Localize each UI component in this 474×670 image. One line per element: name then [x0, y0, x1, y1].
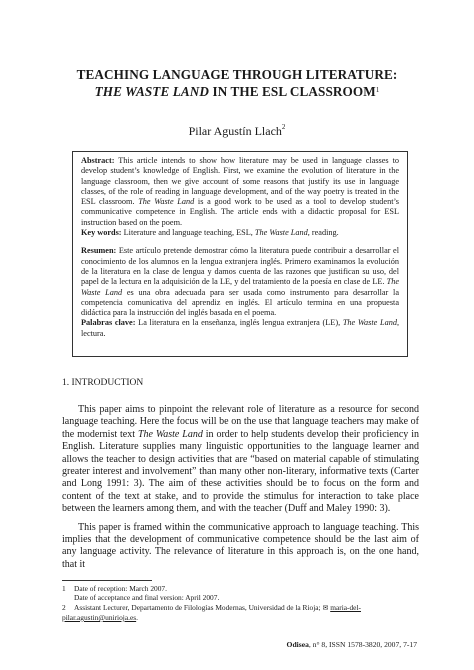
footnotes [62, 584, 419, 622]
body-p1-text-end: in order to help students develop their proficiency in English. Literature supplies many linguistic opportunities to the language learner and allows the teacher to design activities that are “based on material capable of stimulating greater interest and involvement” than many other non-literary, informative texts (Carter and Long 1991: 3). The aim of these activities should be to focus on the form and content of the text at stake, and to provide the stimulus for interaction to take place between the learners among them, and with the teacher (Duff and Maley 1990: 3). [62, 428, 419, 515]
journal-name: Odisea [286, 640, 309, 649]
footnote-divider [62, 580, 152, 581]
palabras-clave-paragraph [81, 318, 399, 339]
palabras-clave-work-name: The Waste Land [342, 318, 397, 328]
footnote-2-end: . [136, 612, 138, 622]
keywords-paragraph [81, 228, 399, 238]
article-title [30, 66, 444, 100]
title-line-2 [30, 83, 444, 100]
keywords-work-name: The Waste Land [254, 228, 308, 238]
abstract-box [72, 151, 408, 357]
abstract-label: Abstract: [81, 156, 115, 165]
body-paragraph-2: This paper is framed within the communicative approach to language teaching. This implies that the development of communicative competence should be the last aim of any language activity. The relevance of literature in this approach is, on the one hand, that it [62, 521, 419, 570]
resumen-paragraph [81, 246, 399, 318]
footnote-1-continued: Date of acceptance and final version: April 2007. [74, 593, 220, 603]
resumen-text-end: es una obra adecuada para ser usada como instrumento para desarrollar la competencia comunicativa del aprendiz en inglés. El artículo termina en una propuesta didáctica para la instrucción del inglés basada en el poema. [81, 287, 400, 318]
keywords-label: Key words: [81, 228, 122, 238]
title-work-name: THE WASTE LAND [94, 84, 210, 99]
abstract-text: This article intends to show how literature may be used in language classes to develop student’s knowledge of English. First, we examine the evolution of literature in the language classroom, then we give account of some reasons that justify its use in language classes, of the role of reading in language development, and of the way poetry is treated in the ESL classroom. [81, 156, 399, 207]
author-email-link[interactable]: maria-del-pilar.agustin@unirioja.es [62, 602, 361, 622]
body-paragraph-1 [62, 404, 419, 516]
author-name: Pilar Agustín Llach [188, 124, 282, 138]
resumen-work-name: The Waste Land [81, 277, 399, 297]
section-heading: 1. INTRODUCTION [62, 378, 144, 388]
footnote-1-text: Date of reception: March 2007. [74, 584, 167, 593]
keywords-text: Literature and language teaching, ESL, [121, 228, 255, 238]
body-p1-text: This paper aims to pinpoint the relevant role of literature as a resource for second language teaching. Here the focus will be on the use that language teachers may make of the modernist text [62, 404, 419, 440]
author-footnote-ref[interactable]: 2 [281, 123, 286, 131]
resumen-label: Resumen: [81, 246, 117, 256]
title-line-1: TEACHING LANGUAGE THROUGH LITERATURE: [76, 67, 398, 82]
keywords-text-end: , reading. [307, 228, 339, 238]
resumen-text: Este artículo pretende demostrar cómo la literatura puede contribuir a desarrollar el conocimiento de los alumnos en la lengua extranjera inglés. Primero examinamos la evolución de la literatura en la clase de lengua y damos cuenta de las razones que justifican su uso, del papel de la lectura en la adquisición de la LE, y del tratamiento de la poesía en clase de LE. [81, 246, 399, 287]
page-footer [287, 640, 417, 649]
abstract-text-end: is a good work to be used as a tool to develop student’s communicative competence in English. The article ends with a didactic proposal for ESL instruction based on the poem. [81, 197, 400, 227]
body-p1-work-name: The Waste Land [137, 428, 203, 440]
abstract-work-name: The Waste Land [138, 197, 195, 207]
title-footnote-ref[interactable]: 1 [375, 86, 380, 94]
footnote-2-text: Assistant Lecturer, Departamento de Filologías Modernas, Universidad de la Rioja; [74, 602, 323, 612]
envelope-icon: ✉ [322, 603, 329, 612]
title-line-2-rest: IN THE ESL CLASSROOM [209, 84, 376, 99]
footnote-2 [62, 603, 419, 623]
palabras-clave-text: La literatura en la enseñanza, inglés lengua extranjera (LE), [135, 318, 343, 328]
palabras-clave-label: Palabras clave: [81, 318, 136, 328]
body-text [62, 404, 419, 577]
footnote-1-number: 1 [62, 584, 66, 593]
journal-details: , n° 8, ISSN 1578-3820, 2007, 7-17 [308, 640, 417, 649]
abstract-paragraph [81, 156, 399, 228]
footnote-2-number: 2 [62, 602, 66, 612]
palabras-clave-text-end: , lectura. [81, 318, 400, 338]
footnote-1 [62, 584, 419, 593]
author-line [0, 124, 474, 139]
